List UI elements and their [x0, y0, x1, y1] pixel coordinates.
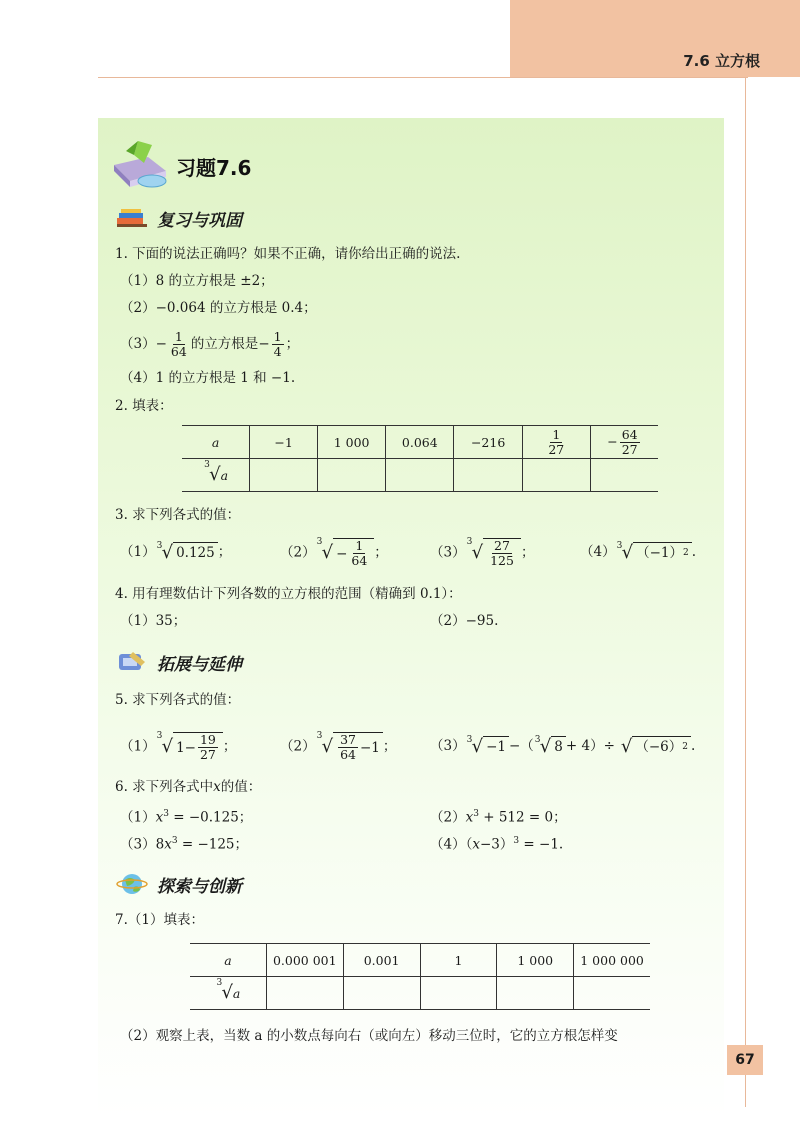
q1-item-1: （1）8 的立方根是 ±2； — [120, 273, 274, 289]
books-icon — [115, 206, 149, 230]
q2-cell: −1 — [250, 426, 318, 459]
q7-stem: 7.（1）填表： — [115, 912, 204, 928]
q3-part-3: （3） 3 √ $\frac{27}{125}$ ； — [430, 537, 535, 568]
q7-cell: 0.000 001 — [266, 944, 343, 977]
section-title: 探索与创新 — [157, 876, 242, 897]
q6-stem: 6. 求下列各式中x的值： — [115, 779, 262, 795]
q7-blank[interactable] — [266, 977, 343, 1010]
q3-part-4: （4） 3 √ （−1） 2 . — [580, 541, 697, 563]
q3-stem: 3. 求下列各式的值： — [115, 507, 241, 523]
q5-stem: 5. 求下列各式的值： — [115, 692, 241, 708]
q2-cell: −216 — [454, 426, 522, 459]
q7-blank[interactable] — [343, 977, 420, 1010]
q2-blank[interactable] — [386, 459, 454, 492]
globe-icon — [115, 872, 149, 896]
q3-part-2: （2） 3 √ − $\frac{1}{64}$ ； — [280, 537, 388, 568]
q7-table — [190, 943, 650, 1010]
book-cd-icon — [108, 135, 170, 195]
q4-part-2: （2）−95. — [430, 613, 499, 629]
chapter-title: 7.6 立方根 — [683, 52, 760, 70]
q5-part-1: （1） 3 √ 1− $\frac{19}{27}$ ； — [120, 731, 237, 762]
exercise-title: 习题7.6 — [176, 156, 252, 180]
section-title: 复习与巩固 — [157, 210, 242, 231]
q2-cell: 1 000 — [318, 426, 386, 459]
page-number: 67 — [727, 1045, 763, 1075]
q7-part-2: （2）观察上表，当数 a 的小数点每向右（或向左）移动三位时，它的立方根怎样变 — [120, 1028, 618, 1044]
q2-cell: 0.064 — [386, 426, 454, 459]
q2-blank[interactable] — [250, 459, 318, 492]
q2-stem: 2. 填表： — [115, 398, 173, 414]
section-review — [115, 206, 242, 230]
q2-blank[interactable] — [590, 459, 658, 492]
q2-cell: − $\frac{64}{27}$ — [590, 426, 658, 459]
q2-label-a: a — [182, 426, 250, 459]
q7-cell: 1 000 — [497, 944, 574, 977]
q4-stem: 4. 用有理数估计下列各数的立方根的范围（精确到 0.1）： — [115, 586, 462, 602]
q3-part-1: （1） 3 √ 0.125 ； — [120, 541, 232, 563]
q6-part-3: $(3)8x^3 = -125$； — [120, 836, 249, 853]
q2-cell: $\frac{1}{27}$ — [522, 426, 590, 459]
q7-label-a: a — [190, 944, 266, 977]
q5-part-2: （2） 3 √ $\frac{37}{64}$ −1 ； — [280, 731, 397, 762]
margin-rule — [745, 77, 746, 1107]
header-rule — [98, 77, 748, 78]
q1-stem: 1. 下面的说法正确吗？如果不正确，请你给出正确的说法. — [115, 246, 461, 262]
q2-label-root: 3 √ a — [204, 460, 229, 485]
q7-label-root: 3 √ a — [216, 978, 241, 1003]
q7-blank[interactable] — [420, 977, 497, 1010]
q7-blank[interactable] — [497, 977, 574, 1010]
q6-part-1: $(1)x^3 = -0.125$； — [120, 809, 253, 826]
q6-part-4: $(4)(x-3)^3 = -1$. — [430, 836, 564, 853]
section-extension — [115, 650, 242, 674]
q2-blank[interactable] — [454, 459, 522, 492]
q2-blank[interactable] — [522, 459, 590, 492]
q1-item-4: （4）1 的立方根是 1 和 −1. — [120, 370, 296, 386]
q7-cell: 1 000 000 — [574, 944, 650, 977]
q5-part-3: （3） 3 √ −1 −（ 3 √ 8 + 4）÷ √ （−6） 2 . — [430, 735, 696, 757]
section-title: 拓展与延伸 — [157, 654, 242, 675]
q6-part-2: $(2)x^3 + 512 = 0$； — [430, 809, 567, 826]
q1-item-3: （3）− $\frac{1}{64}$ 的立方根是− $\frac{1}{4}$ ； — [120, 329, 300, 359]
q7-cell: 1 — [420, 944, 497, 977]
ruler-books-icon — [115, 650, 149, 674]
q2-table — [182, 425, 658, 492]
q1-item-2: （2）−0.064 的立方根是 0.4； — [120, 300, 317, 316]
q7-blank[interactable] — [574, 977, 650, 1010]
q7-cell: 0.001 — [343, 944, 420, 977]
q2-blank[interactable] — [318, 459, 386, 492]
section-explore — [115, 872, 242, 896]
q4-part-1: （1）35； — [120, 613, 187, 629]
